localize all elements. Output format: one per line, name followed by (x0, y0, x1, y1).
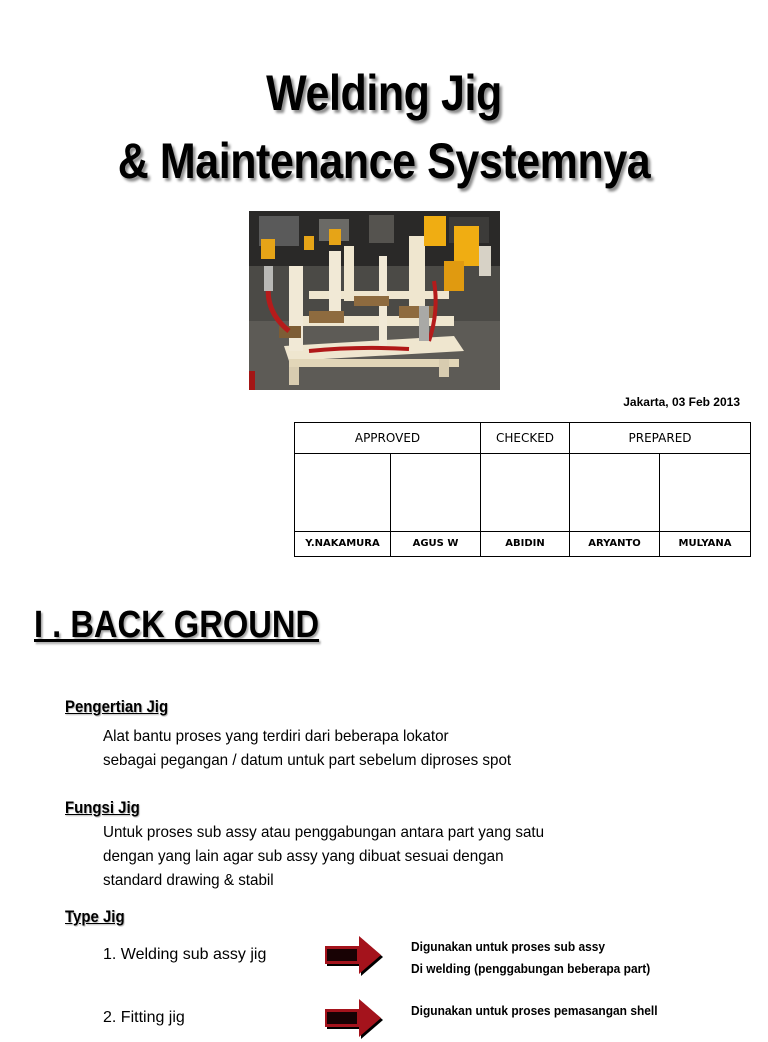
fungsi-heading: Fungsi Jig (65, 798, 140, 817)
fungsi-line: standard drawing & stabil (103, 872, 274, 889)
right-arrow-icon (323, 935, 385, 979)
signer-name: Y.NAKAMURA (295, 531, 391, 556)
signature-cell (570, 454, 660, 531)
pengertian-line: Alat bantu proses yang terdiri dari beberapa lokator (103, 728, 449, 745)
document-date: Jakarta, 03 Feb 2013 (623, 395, 740, 409)
approved-header: APPROVED (295, 423, 481, 454)
right-arrow-icon (323, 998, 385, 1042)
jig-type-desc: Digunakan untuk proses pemasangan shell (411, 1003, 658, 1018)
welding-jig-photo (249, 211, 500, 390)
approval-table (294, 422, 751, 557)
signer-name: ARYANTO (570, 531, 660, 556)
title-line-1: Welding Jig (266, 65, 502, 121)
pengertian-heading: Pengertian Jig (65, 697, 169, 716)
signer-name: ABIDIN (481, 531, 570, 556)
title-line-2: & Maintenance Systemnya (117, 133, 651, 189)
section-heading: I . BACK GROUND (34, 604, 320, 646)
jig-type-item: 2. Fitting jig (103, 1009, 185, 1026)
signature-cell (391, 454, 481, 531)
type-heading: Type Jig (65, 907, 125, 926)
jig-type-desc: Digunakan untuk proses sub assy (411, 939, 606, 954)
signature-cell (295, 454, 391, 531)
checked-header: CHECKED (481, 423, 570, 454)
pengertian-line: sebagai pegangan / datum untuk part sebelum diproses spot (103, 752, 512, 769)
prepared-header: PREPARED (570, 423, 751, 454)
fungsi-line: dengan yang lain agar sub assy yang dibuat sesuai dengan (103, 848, 504, 865)
signature-cell (481, 454, 570, 531)
signer-name: MULYANA (660, 531, 751, 556)
signer-name: AGUS W (391, 531, 481, 556)
signature-cell (660, 454, 751, 531)
jig-type-desc: Di welding (penggabungan beberapa part) (411, 961, 651, 976)
jig-type-item: 1. Welding sub assy jig (103, 946, 267, 963)
fungsi-line: Untuk proses sub assy atau penggabungan antara part yang satu (103, 824, 545, 841)
